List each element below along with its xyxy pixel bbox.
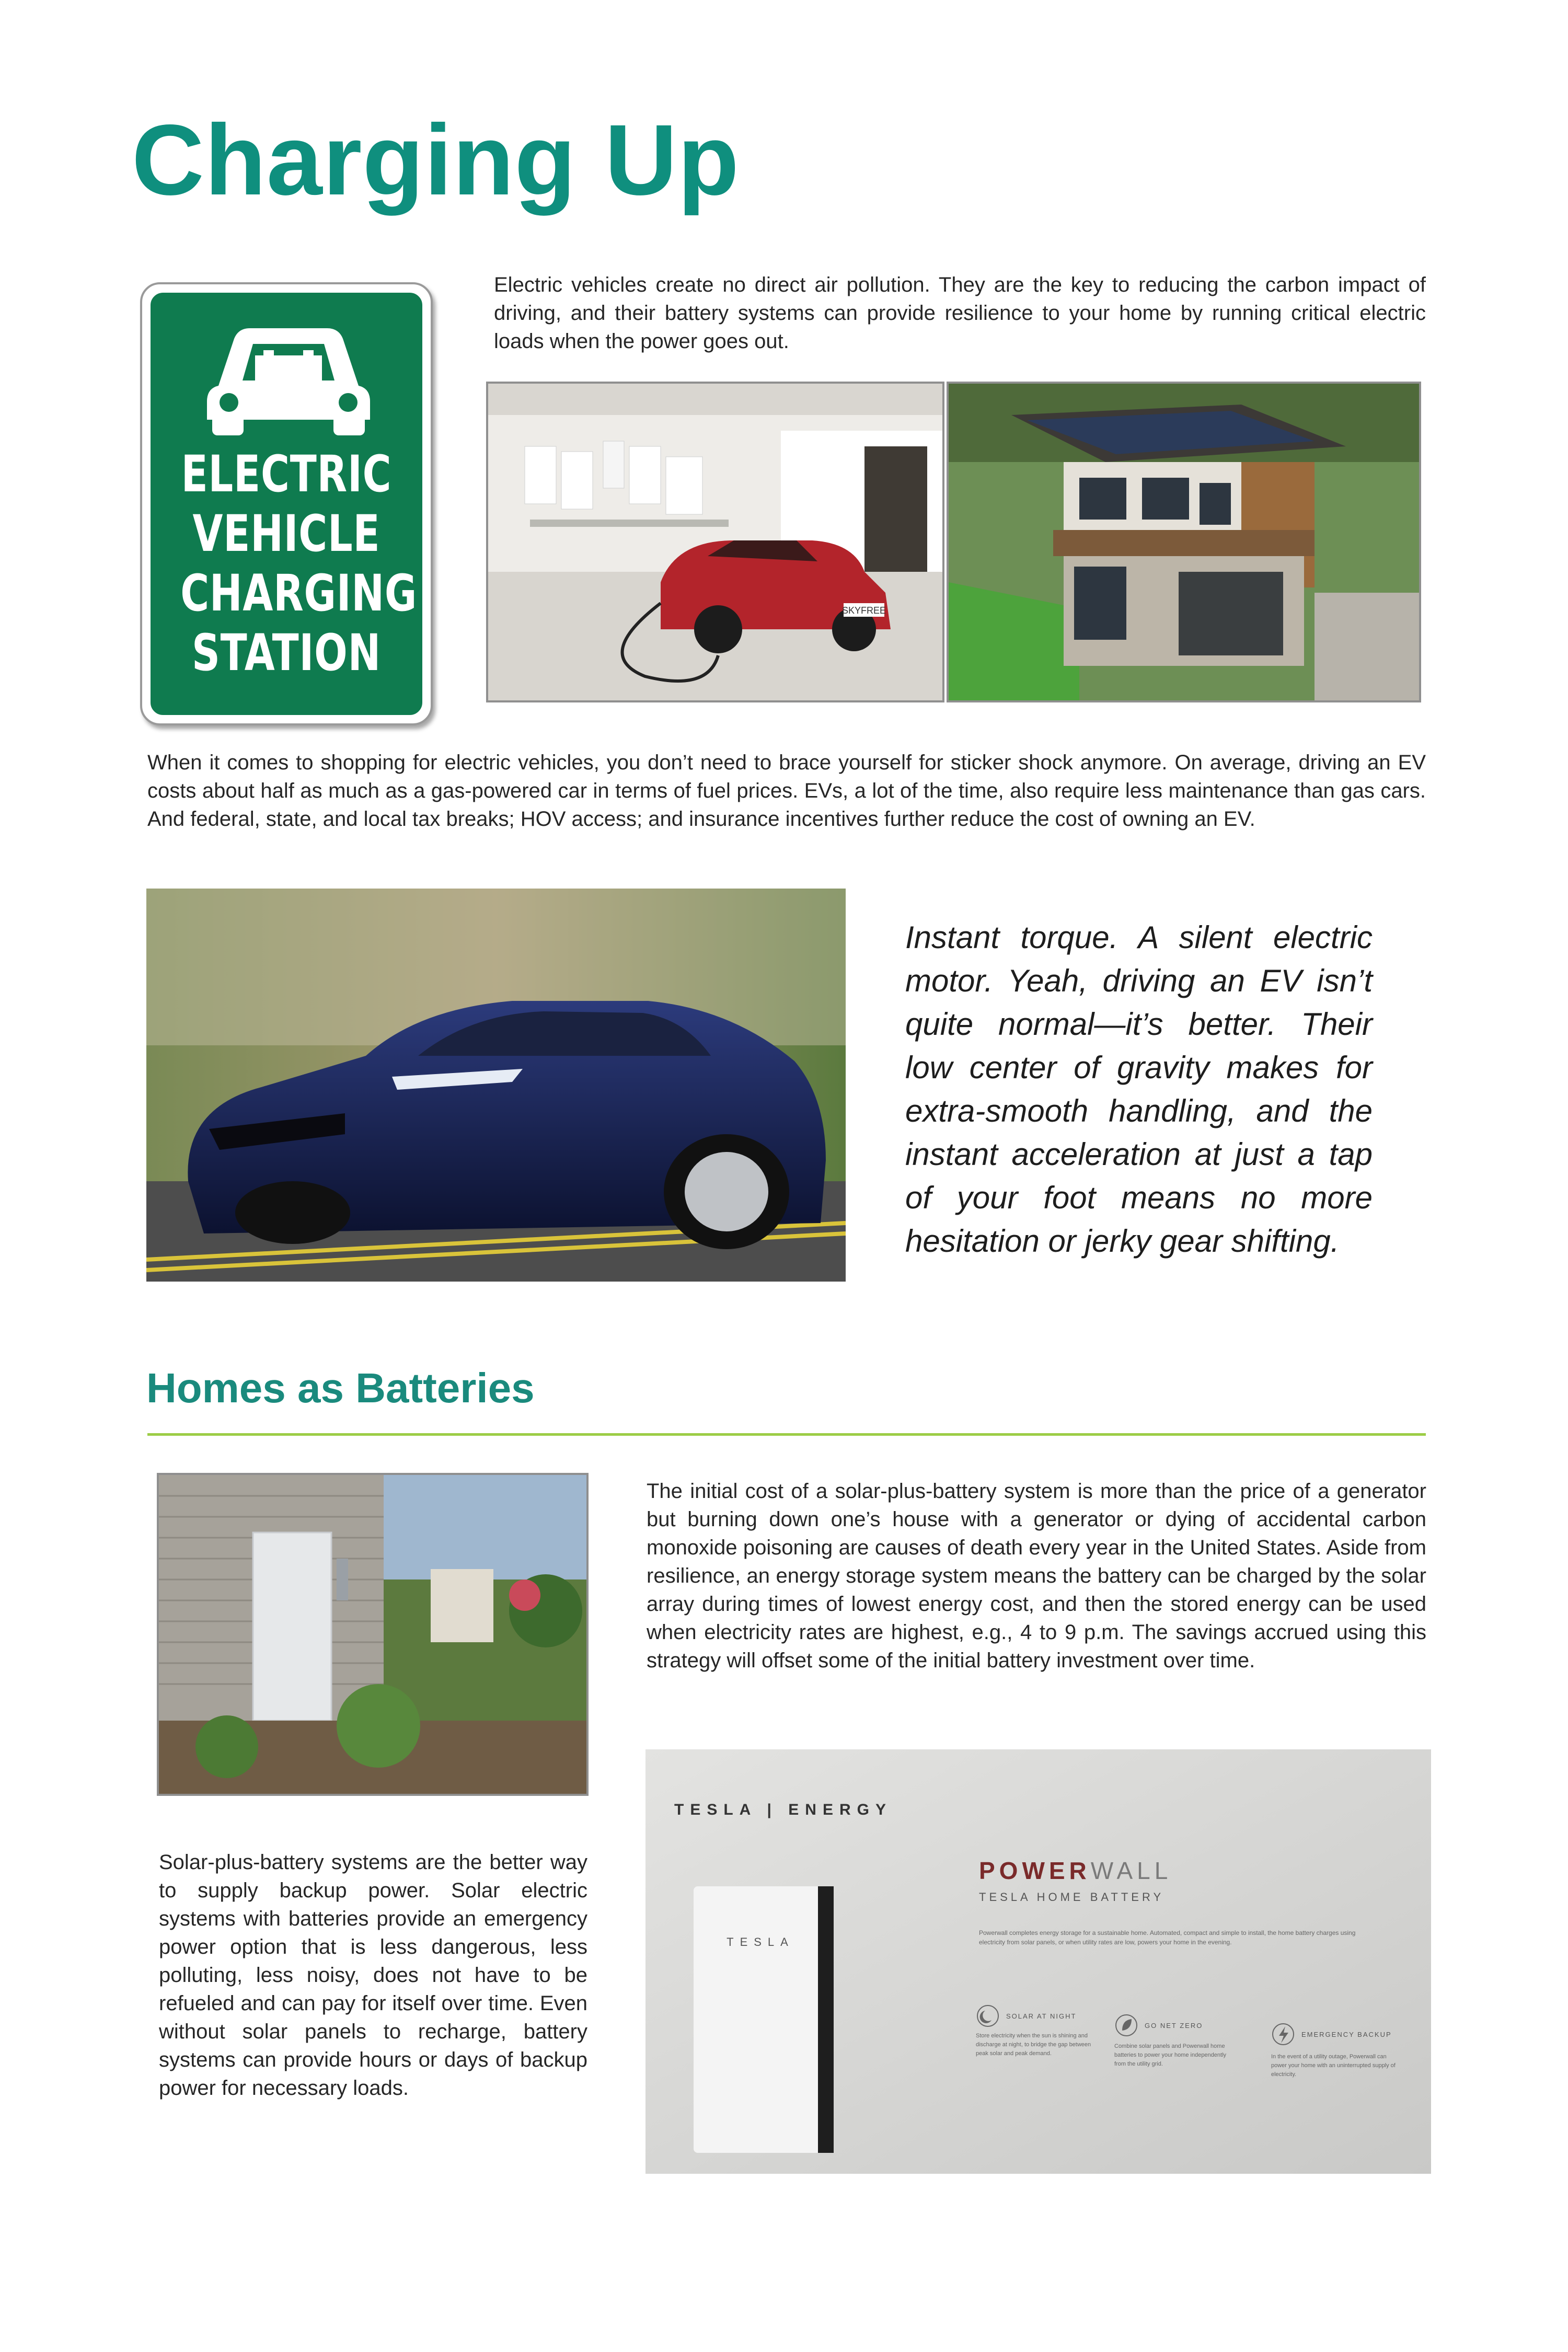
cost-savings-paragraph: The initial cost of a solar-plus-battery system is more than the price of a generator but burning down one’s house with a generator or dying of accidental carbon monoxide poisoning are causes of death every year in the United States. Aside from resilience, an energy storage system means the battery can be charged by the solar array during times of lowest energy cost, and then the stored energy can be used when electricity rates are highest, e.g., 4 to 9 p.m. The savings accrued using this strategy will offset some of the initial battery investment over time.	[647, 1480, 1426, 1672]
solar-house-photo	[947, 382, 1421, 702]
feature-title: EMERGENCY BACKUP	[1301, 2031, 1392, 2038]
intro-paragraph: Electric vehicles create no direct air pollution. They are the key to reducing the carbon impact of driving, and their battery systems can provide resilience to your home by running critical electric loads when the power goes out.	[494, 273, 1426, 353]
sign-line-4: STATION	[191, 624, 382, 682]
feature-text: Combine solar panels and Powerwall home batteries to power your home independently from the utility grid.	[1114, 2043, 1227, 2067]
powerwall-unit-logo: TESLA	[727, 1935, 794, 1949]
ev-cost-paragraph: When it comes to shopping for electric vehicles, you don’t need to brace yourself for sticker shock anymore. On average, driving an EV costs about half as much as a gas-powered car in terms of fuel prices. EVs, a lot of the time, also require less maintenance than gas cars. And federal, state, and local tax breaks; HOV access; and insurance incentives further reduce the cost of owning an EV.	[147, 751, 1426, 831]
car-battery-icon	[151, 307, 426, 438]
feature-title: GO NET ZERO	[1145, 2022, 1203, 2030]
pull-quote: Instant torque. A silent electric motor. Yeah, driving an EV isn’t quite normal—it’s better. Their low center of gravity makes for extra-smooth handling, and the instant acceleration at just a tap of your foot means no more hesitation or jerky gear shifting.	[905, 920, 1373, 1259]
garage-charging-photo	[486, 382, 944, 702]
section-heading: Homes as Batteries	[146, 1365, 535, 1411]
powerwall-product-name: POWERWALL	[979, 1857, 1172, 1884]
feature-text: Store electricity when the sun is shining and discharge at night, to bridge the gap between peak solar and peak demand.	[976, 2033, 1091, 2057]
blue-sedan-driving-photo	[146, 889, 846, 1282]
feature-text: In the event of a utility outage, Powerwall can power your home with an uninterrupted supply of electricity.	[1271, 2054, 1396, 2078]
powerwall-display-photo	[645, 1749, 1431, 2174]
license-plate: SKYFREE	[841, 605, 886, 616]
page-title: Charging Up	[132, 103, 740, 216]
powerwall-description: Powerwall completes energy storage for a sustainable home. Automated, compact and simple to install, the home battery charges using electricity from solar panels, or when utility rates are low, powers your home in the evening.	[979, 1929, 1356, 1946]
sign-text	[180, 444, 418, 683]
outdoor-powerwall-photo	[157, 1473, 589, 1796]
powerwall-subtitle: TESLA HOME BATTERY	[979, 1890, 1165, 1904]
tesla-energy-wordmark: TESLA | ENERGY	[674, 1801, 892, 1818]
feature-title: SOLAR AT NIGHT	[1006, 2012, 1077, 2020]
sign-line-3: CHARGING	[180, 564, 418, 622]
ev-charging-station-sign	[140, 282, 433, 725]
backup-power-paragraph: Solar-plus-battery systems are the better way to supply backup power. Solar electric systems with batteries provide an emergency power option that is less dangerous, less polluting, less noisy, does not have to be refueled and can pay for itself over time. Even without solar panels to recharge, battery systems can provide hours or days of backup power for necessary loads.	[159, 1851, 587, 2100]
sign-line-2: VEHICLE	[192, 504, 381, 563]
sign-line-1: ELECTRIC	[181, 445, 392, 503]
section-divider	[147, 1433, 1426, 1436]
